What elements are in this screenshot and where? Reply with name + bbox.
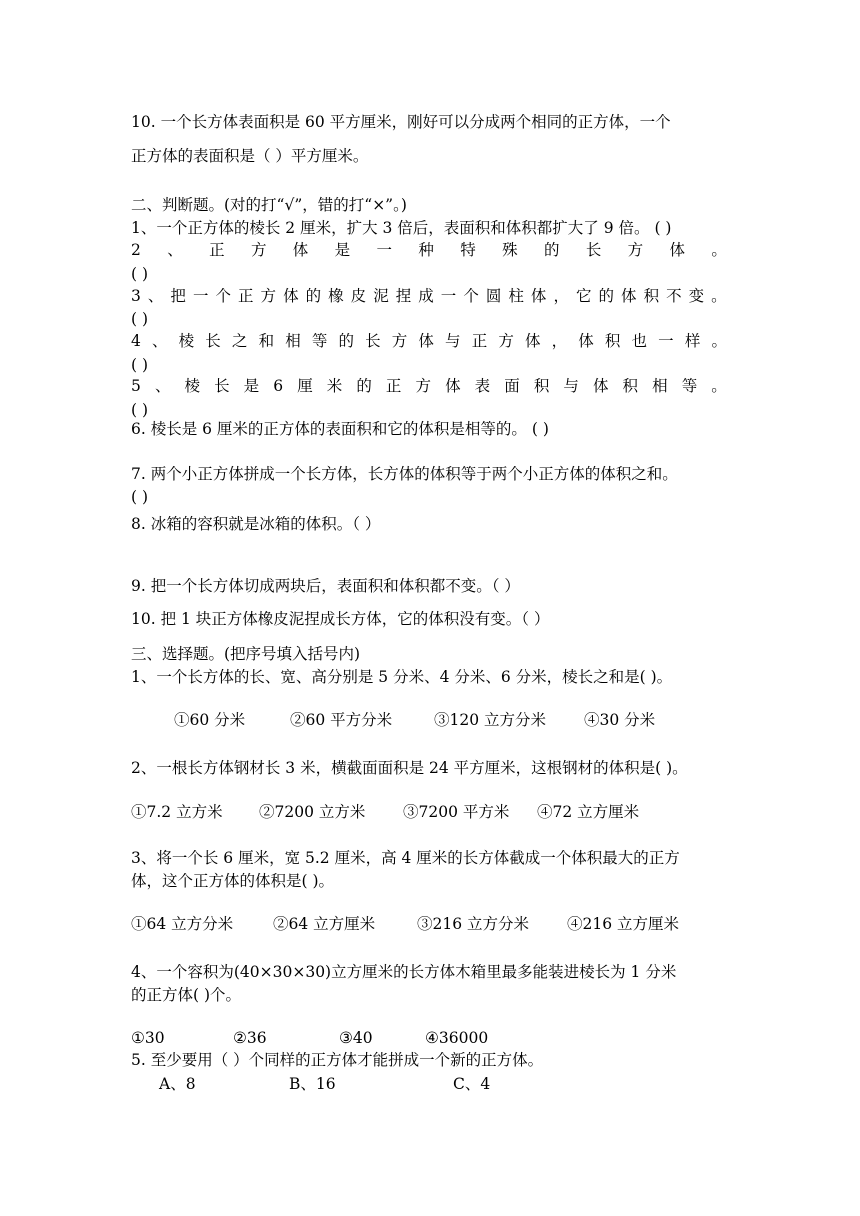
question-char: 个 bbox=[463, 287, 479, 305]
tf-question-8: 8. 冰箱的容积就是冰箱的体积。（ ） bbox=[131, 515, 381, 533]
mc-question-1: 1、一个长方体的长、宽、高分别是 5 分米、4 分米、6 分米，棱长之和是( )。 bbox=[131, 668, 673, 686]
question-char: 积 bbox=[622, 377, 639, 395]
question-char: 圆 bbox=[485, 287, 502, 305]
question-char: 体 bbox=[283, 287, 299, 305]
mc-options-2 bbox=[131, 802, 639, 822]
question-char: 的 bbox=[598, 287, 615, 305]
question-char: 等 bbox=[311, 332, 328, 350]
question-char: 一 bbox=[440, 287, 457, 305]
question-char: 长 bbox=[585, 241, 602, 259]
mc-option: ②60 平方分米 bbox=[290, 711, 393, 729]
tf-question-2 bbox=[131, 240, 727, 260]
question-char: 体 bbox=[524, 332, 541, 350]
question-char: 方 bbox=[627, 241, 644, 259]
question-char: 样 bbox=[684, 332, 701, 350]
tf-answer-paren-3: ( ) bbox=[131, 310, 149, 328]
question-char: 正 bbox=[471, 332, 488, 350]
question-char: 、 bbox=[152, 332, 168, 350]
mc-question-4-line1: 4、一个容积为(40×30×30)立方厘米的长方体木箱里最多能装进棱长为 1 分米 bbox=[131, 963, 677, 981]
tf-answer-paren-7: ( ) bbox=[131, 488, 149, 506]
question-char: 体 bbox=[592, 377, 609, 395]
question-char: 长 bbox=[214, 377, 230, 395]
question-char: 一 bbox=[376, 241, 393, 259]
mc-options-4 bbox=[131, 1028, 488, 1048]
mc-option: ③216 立方分米 bbox=[417, 915, 530, 933]
mc-option: ①64 立方分米 bbox=[131, 915, 234, 933]
question-char: 个 bbox=[215, 287, 231, 305]
mc-option: ③7200 平方米 bbox=[403, 803, 510, 821]
mc-option: ④72 立方厘米 bbox=[537, 803, 640, 821]
question-char: 棱 bbox=[184, 377, 201, 395]
question-char: 正 bbox=[385, 377, 402, 395]
question-char: 厘 bbox=[297, 377, 313, 395]
question-char: 橡 bbox=[328, 287, 344, 305]
question-char: 成 bbox=[418, 287, 434, 305]
section-heading-choice: 三、选择题。(把序号填入括号内) bbox=[131, 645, 361, 663]
question-char: 相 bbox=[652, 377, 668, 395]
question-char: 的 bbox=[356, 377, 372, 395]
question-char: 殊 bbox=[502, 241, 518, 259]
question-char: 。 bbox=[711, 287, 727, 305]
question-char: 、 bbox=[154, 377, 171, 395]
question-char: 的 bbox=[543, 241, 560, 259]
mc-option: ④216 立方厘米 bbox=[567, 915, 680, 933]
mc-question-3-line2: 体，这个正方体的体积是( )。 bbox=[131, 872, 335, 890]
question-char: 长 bbox=[205, 332, 221, 350]
tf-answer-paren-2: ( ) bbox=[131, 265, 149, 283]
question-char: 是 bbox=[334, 241, 351, 259]
question-char: 米 bbox=[326, 377, 343, 395]
question-char: 棱 bbox=[178, 332, 195, 350]
mc-question-5: 5. 至少要用（ ）个同样的正方体才能拼成一个新的正方体。 bbox=[131, 1051, 544, 1069]
question-char: 一 bbox=[192, 287, 209, 305]
mc-option: ④30 分米 bbox=[584, 711, 656, 729]
tf-question-3 bbox=[131, 286, 727, 306]
question-char: 方 bbox=[498, 332, 514, 350]
question-char: 等 bbox=[681, 377, 698, 395]
question-char: 积 bbox=[533, 377, 550, 395]
tf-question-7: 7. 两个小正方体拼成一个长方体，长方体的体积等于两个小正方体的体积之和。 bbox=[131, 465, 678, 483]
question-char: 、 bbox=[167, 241, 183, 259]
tf-answer-paren-4: ( ) bbox=[131, 356, 149, 374]
question-char: ， bbox=[553, 287, 569, 305]
question-char: 之 bbox=[231, 332, 248, 350]
question-char: 捏 bbox=[395, 287, 412, 305]
question-char: 不 bbox=[666, 287, 682, 305]
q10-line1: 10. 一个长方体表面积是 60 平方厘米，刚好可以分成两个相同的正方体，一个 bbox=[131, 113, 671, 131]
mc-option: C、4 bbox=[453, 1075, 491, 1093]
question-char: 3 bbox=[131, 287, 141, 305]
tf-question-1: 1、一个正方体的棱长 2 厘米，扩大 3 倍后，表面积和体积都扩大了 9 倍。 ( ) bbox=[131, 219, 672, 237]
question-char: 、 bbox=[147, 287, 164, 305]
mc-options-1 bbox=[174, 710, 655, 730]
question-char: 方 bbox=[260, 287, 277, 305]
question-char: 正 bbox=[209, 241, 225, 259]
mc-option: ①30 bbox=[131, 1029, 165, 1047]
question-char: 正 bbox=[238, 287, 254, 305]
question-char: 种 bbox=[418, 241, 434, 259]
question-char: ， bbox=[551, 332, 568, 350]
question-char: 积 bbox=[604, 332, 621, 350]
question-char: 。 bbox=[711, 332, 727, 350]
mc-option: ②7200 立方米 bbox=[259, 803, 366, 821]
question-char: 也 bbox=[631, 332, 648, 350]
question-char: 与 bbox=[563, 377, 579, 395]
mc-option: ④36000 bbox=[425, 1029, 489, 1047]
question-char: 它 bbox=[575, 287, 592, 305]
mc-option: ②36 bbox=[233, 1029, 267, 1047]
mc-option: ①7.2 立方米 bbox=[131, 803, 223, 821]
question-char: 表 bbox=[474, 377, 491, 395]
section-heading-judgement: 二、判断题。(对的打“√”，错的打“×”。) bbox=[131, 196, 407, 214]
mc-question-3-line1: 3、将一个长 6 厘米，宽 5.2 厘米，高 4 厘米的长方体截成一个体积最大的正方 bbox=[131, 849, 680, 867]
question-char: 把 bbox=[170, 287, 186, 305]
tf-question-10: 10. 把 1 块正方体橡皮泥捏成长方体，它的体积没有变。（ ） bbox=[131, 610, 550, 628]
question-char: 是 bbox=[243, 377, 260, 395]
question-char: 2 bbox=[131, 241, 141, 259]
question-char: 5 bbox=[131, 377, 141, 395]
question-char: 。 bbox=[711, 241, 727, 259]
question-char: 面 bbox=[504, 377, 520, 395]
mc-options-3 bbox=[131, 914, 679, 934]
mc-option: ③120 立方分米 bbox=[434, 711, 547, 729]
mc-options-5 bbox=[159, 1074, 490, 1094]
question-char: 4 bbox=[131, 332, 141, 350]
mc-option: ③40 bbox=[339, 1029, 373, 1047]
question-char: 变 bbox=[688, 287, 705, 305]
question-char: 皮 bbox=[350, 287, 367, 305]
question-char: 一 bbox=[658, 332, 674, 350]
question-char: 积 bbox=[643, 287, 660, 305]
mc-question-2: 2、一根长方体钢材长 3 米，横截面面积是 24 平方厘米，这根钢材的体积是( )。 bbox=[131, 759, 688, 777]
question-char: 体 bbox=[292, 241, 309, 259]
tf-answer-paren-5: ( ) bbox=[131, 401, 149, 419]
question-char: 和 bbox=[258, 332, 275, 350]
question-char: 柱 bbox=[508, 287, 524, 305]
tf-question-9: 9. 把一个长方体切成两块后，表面积和体积都不变。（ ） bbox=[131, 577, 520, 595]
q10-line2: 正方体的表面积是（ ）平方厘米。 bbox=[131, 147, 369, 165]
question-char: 体 bbox=[445, 377, 461, 395]
question-char: 长 bbox=[365, 332, 381, 350]
question-char: 体 bbox=[418, 332, 434, 350]
mc-option: ②64 立方厘米 bbox=[273, 915, 376, 933]
question-char: 特 bbox=[460, 241, 476, 259]
tf-question-4 bbox=[131, 331, 727, 351]
question-char: 。 bbox=[711, 377, 727, 395]
question-char: 体 bbox=[621, 287, 637, 305]
mc-question-4-line2: 的正方体( )个。 bbox=[131, 986, 242, 1004]
question-char: 体 bbox=[669, 241, 686, 259]
question-char: 体 bbox=[578, 332, 594, 350]
question-char: 的 bbox=[305, 287, 322, 305]
question-char: 与 bbox=[445, 332, 461, 350]
mc-option: ①60 分米 bbox=[174, 711, 246, 729]
question-char: 方 bbox=[391, 332, 408, 350]
question-char: 方 bbox=[415, 377, 432, 395]
question-char: 6 bbox=[273, 377, 284, 395]
question-char: 泥 bbox=[373, 287, 389, 305]
tf-question-5 bbox=[131, 376, 727, 396]
question-char: 方 bbox=[250, 241, 267, 259]
mc-option: B、16 bbox=[289, 1075, 336, 1093]
question-char: 相 bbox=[285, 332, 301, 350]
question-char: 的 bbox=[338, 332, 354, 350]
tf-question-6: 6. 棱长是 6 厘米的正方体的表面积和它的体积是相等的。 ( ) bbox=[131, 420, 549, 438]
question-char: 体 bbox=[530, 287, 547, 305]
mc-option: A、8 bbox=[159, 1075, 196, 1093]
